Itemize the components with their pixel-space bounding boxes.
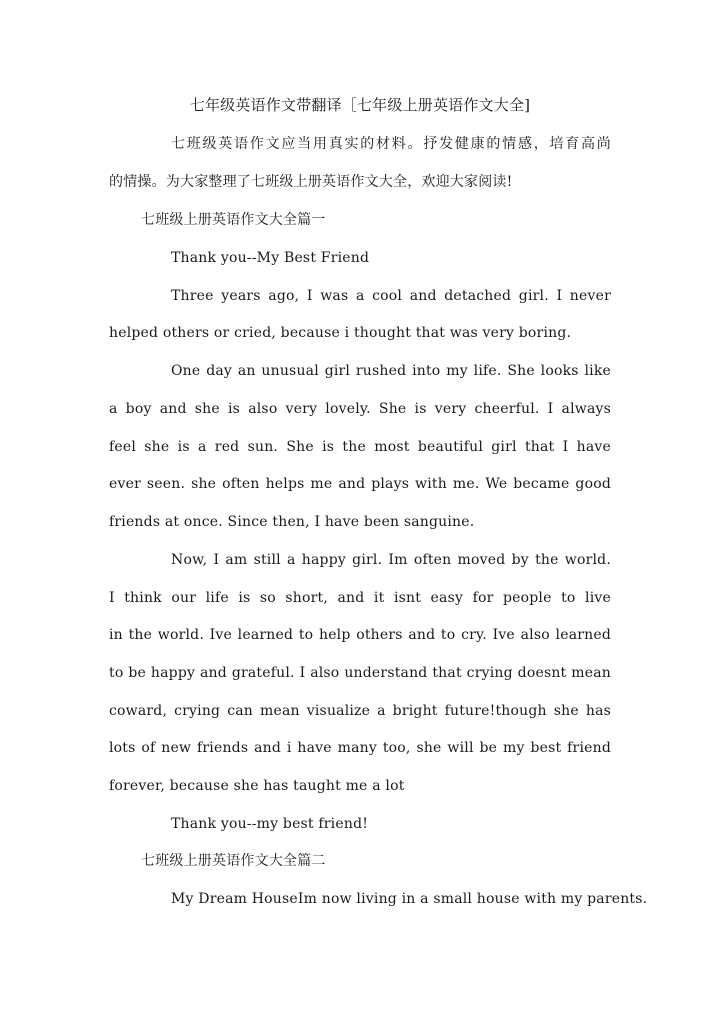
paragraph-line: forever, because she has taught me a lot [109, 778, 405, 794]
paragraph-line: Now, I am still a happy girl. Im often moved by the world. [171, 552, 611, 568]
paragraph-line: I think our life is so short, and it isnt easy for people to live [109, 590, 611, 606]
essay-1-title: Thank you--My Best Friend [171, 250, 370, 266]
essay-1-closing: Thank you--my best friend! [171, 816, 369, 832]
section-heading-2: 七班级上册英语作文大全篇二 [141, 853, 326, 869]
essay-2-first-line: My Dream HouseIm now living in a small house with my parents. [171, 891, 648, 907]
paragraph-line: helped others or cried, because i thought that was very boring. [109, 325, 572, 341]
document-title: 七年级英语作文带翻译［七年级上册英语作文大全] [189, 96, 531, 114]
paragraph-line: Three years ago, I was a cool and detached girl. I never [171, 288, 611, 304]
section-heading-1: 七班级上册英语作文大全篇一 [141, 212, 326, 228]
paragraph-line: to be happy and grateful. I also understand that crying doesnt mean [109, 665, 611, 681]
paragraph-line: One day an unusual girl rushed into my life. She looks like [171, 363, 611, 379]
paragraph-line: ever seen. she often helps me and plays with me. We became good [109, 476, 611, 492]
paragraph-line: lots of new friends and i have many too, she will be my best friend [109, 740, 611, 756]
paragraph-line: coward, crying can mean visualize a bright future!though she has [109, 703, 611, 719]
paragraph-line: friends at once. Since then, I have been sanguine. [109, 514, 475, 530]
paragraph-line: feel she is a red sun. She is the most beautiful girl that I have [109, 439, 611, 455]
intro-line-1: 七班级英语作文应当用真实的材料。抒发健康的情感，培育高尚 [171, 136, 611, 152]
paragraph-line: in the world. Ive learned to help others and to cry. Ive also learned [109, 627, 611, 643]
paragraph-line: a boy and she is also very lovely. She is very cheerful. I always [109, 401, 611, 417]
intro-line-2: 的情操。为大家整理了七班级上册英语作文大全，欢迎大家阅读! [109, 174, 513, 190]
